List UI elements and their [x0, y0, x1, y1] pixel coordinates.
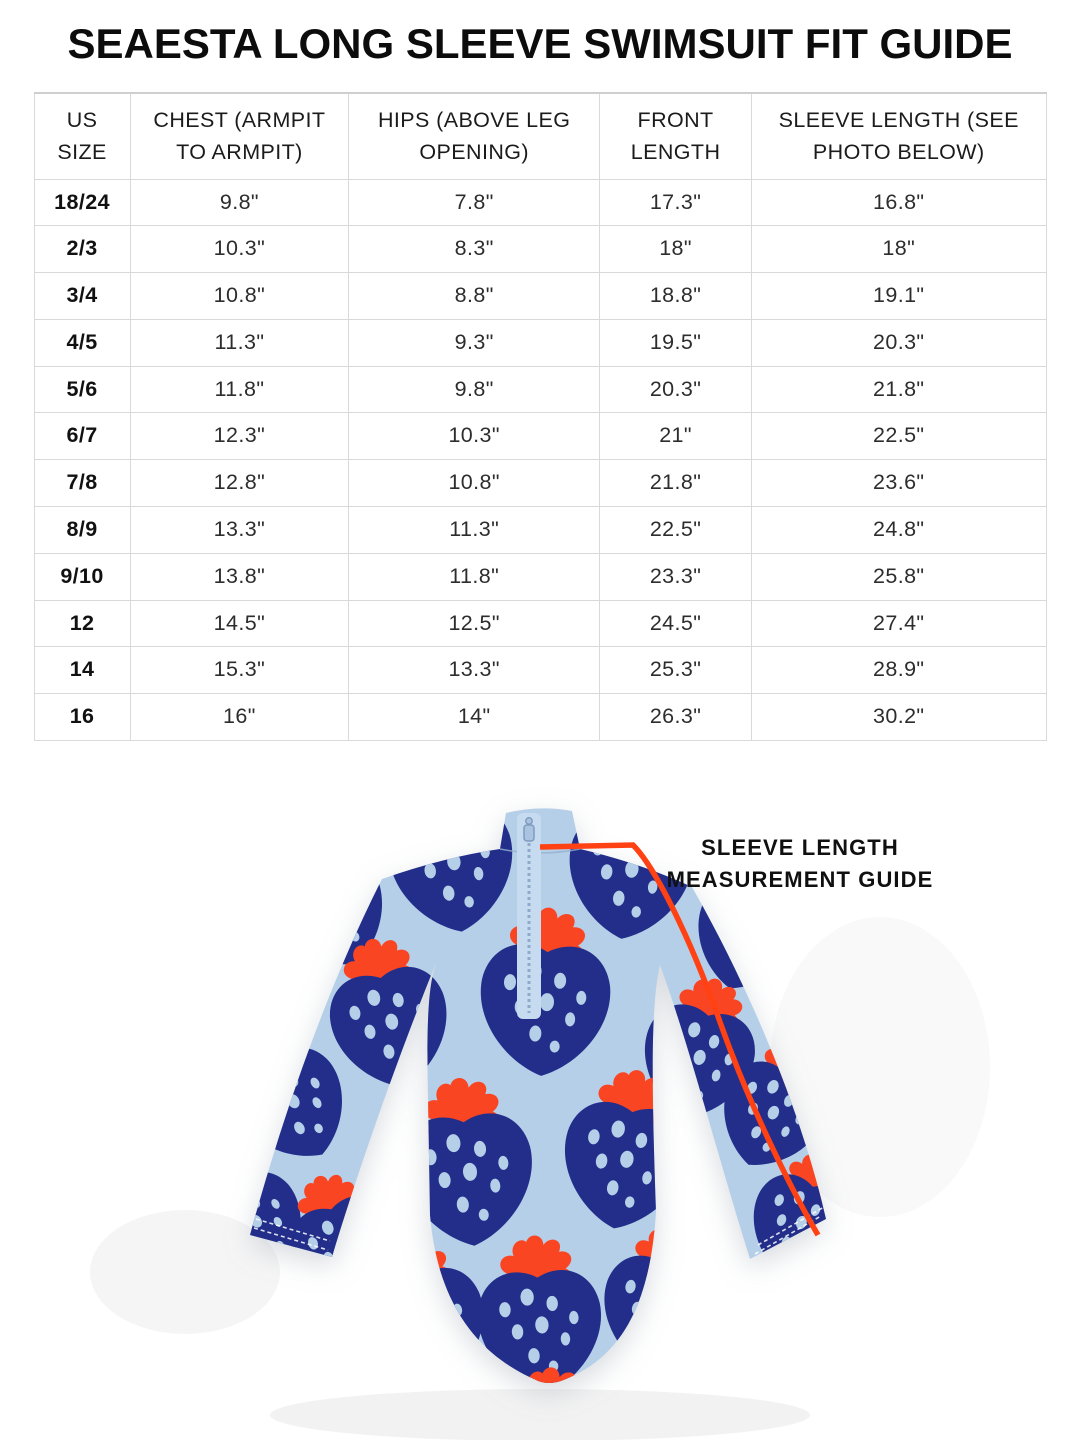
table-header-cell: HIPS (ABOVE LEG OPENING)	[349, 93, 600, 179]
measurement-cell: 13.3"	[349, 647, 600, 694]
measurement-cell: 11.3"	[349, 507, 600, 554]
table-row	[34, 600, 1046, 647]
measurement-cell: 22.5"	[751, 413, 1046, 460]
measurement-cell: 14"	[349, 694, 600, 741]
measurement-cell: 16.8"	[751, 179, 1046, 226]
measurement-cell: 25.8"	[751, 553, 1046, 600]
size-cell: 16	[34, 694, 130, 741]
measurement-cell: 9.8"	[349, 366, 600, 413]
measurement-cell: 12.8"	[130, 460, 349, 507]
measurement-cell: 18.8"	[600, 273, 752, 320]
table-row	[34, 273, 1046, 320]
measurement-cell: 12.3"	[130, 413, 349, 460]
measurement-cell: 21"	[600, 413, 752, 460]
size-cell: 7/8	[34, 460, 130, 507]
measurement-cell: 10.8"	[130, 273, 349, 320]
sleeve-length-label-line1: SLEEVE LENGTH	[701, 835, 899, 861]
size-cell: 3/4	[34, 273, 130, 320]
table-row	[34, 179, 1046, 226]
measurement-cell: 30.2"	[751, 694, 1046, 741]
size-table-head	[34, 93, 1046, 179]
measurement-cell: 8.3"	[349, 226, 600, 273]
size-cell: 14	[34, 647, 130, 694]
size-table-header-row	[34, 93, 1046, 179]
measurement-cell: 10.3"	[349, 413, 600, 460]
size-cell: 6/7	[34, 413, 130, 460]
measurement-cell: 16"	[130, 694, 349, 741]
table-row	[34, 507, 1046, 554]
table-row	[34, 413, 1046, 460]
size-cell: 9/10	[34, 553, 130, 600]
measurement-cell: 26.3"	[600, 694, 752, 741]
measurement-cell: 14.5"	[130, 600, 349, 647]
table-row	[34, 647, 1046, 694]
table-header-cell: FRONT LENGTH	[600, 93, 752, 179]
measurement-cell: 28.9"	[751, 647, 1046, 694]
measurement-cell: 25.3"	[600, 647, 752, 694]
measurement-cell: 19.1"	[751, 273, 1046, 320]
table-header-cell: CHEST (ARMPIT TO ARMPIT)	[130, 93, 349, 179]
size-table	[34, 92, 1047, 741]
table-row	[34, 319, 1046, 366]
size-cell: 12	[34, 600, 130, 647]
table-row	[34, 366, 1046, 413]
swimsuit-illustration	[0, 767, 1080, 1440]
measurement-cell: 22.5"	[600, 507, 752, 554]
measurement-cell: 27.4"	[751, 600, 1046, 647]
measurement-cell: 7.8"	[349, 179, 600, 226]
measurement-cell: 13.3"	[130, 507, 349, 554]
measurement-cell: 13.8"	[130, 553, 349, 600]
measurement-cell: 23.6"	[751, 460, 1046, 507]
size-cell: 5/6	[34, 366, 130, 413]
table-row	[34, 694, 1046, 741]
measurement-cell: 20.3"	[751, 319, 1046, 366]
table-row	[34, 553, 1046, 600]
table-header-cell: SLEEVE LENGTH (SEE PHOTO BELOW)	[751, 93, 1046, 179]
measurement-cell: 20.3"	[600, 366, 752, 413]
measurement-cell: 24.5"	[600, 600, 752, 647]
zipper	[517, 813, 541, 1019]
table-header-cell: US SIZE	[34, 93, 130, 179]
measurement-cell: 10.8"	[349, 460, 600, 507]
size-table-body	[34, 179, 1046, 741]
measurement-cell: 9.3"	[349, 319, 600, 366]
size-cell: 18/24	[34, 179, 130, 226]
page-title: SEAESTA LONG SLEEVE SWIMSUIT FIT GUIDE	[67, 20, 1013, 67]
measurement-cell: 15.3"	[130, 647, 349, 694]
measurement-cell: 24.8"	[751, 507, 1046, 554]
measurement-cell: 19.5"	[600, 319, 752, 366]
measurement-cell: 23.3"	[600, 553, 752, 600]
measurement-cell: 8.8"	[349, 273, 600, 320]
measurement-cell: 10.3"	[130, 226, 349, 273]
measurement-cell: 21.8"	[751, 366, 1046, 413]
measurement-cell: 11.8"	[130, 366, 349, 413]
measurement-cell: 11.8"	[349, 553, 600, 600]
measurement-cell: 17.3"	[600, 179, 752, 226]
table-row	[34, 226, 1046, 273]
size-cell: 2/3	[34, 226, 130, 273]
measurement-cell: 11.3"	[130, 319, 349, 366]
sleeve-length-label-line2: MEASUREMENT GUIDE	[666, 867, 934, 893]
table-row	[34, 460, 1046, 507]
measurement-cell: 12.5"	[349, 600, 600, 647]
measurement-cell: 21.8"	[600, 460, 752, 507]
zipper-pull	[524, 825, 534, 841]
measurement-cell: 18"	[751, 226, 1046, 273]
measurement-cell: 9.8"	[130, 179, 349, 226]
size-cell: 4/5	[34, 319, 130, 366]
size-cell: 8/9	[34, 507, 130, 554]
measurement-cell: 18"	[600, 226, 752, 273]
swimsuit-photo-section	[0, 767, 1080, 1440]
